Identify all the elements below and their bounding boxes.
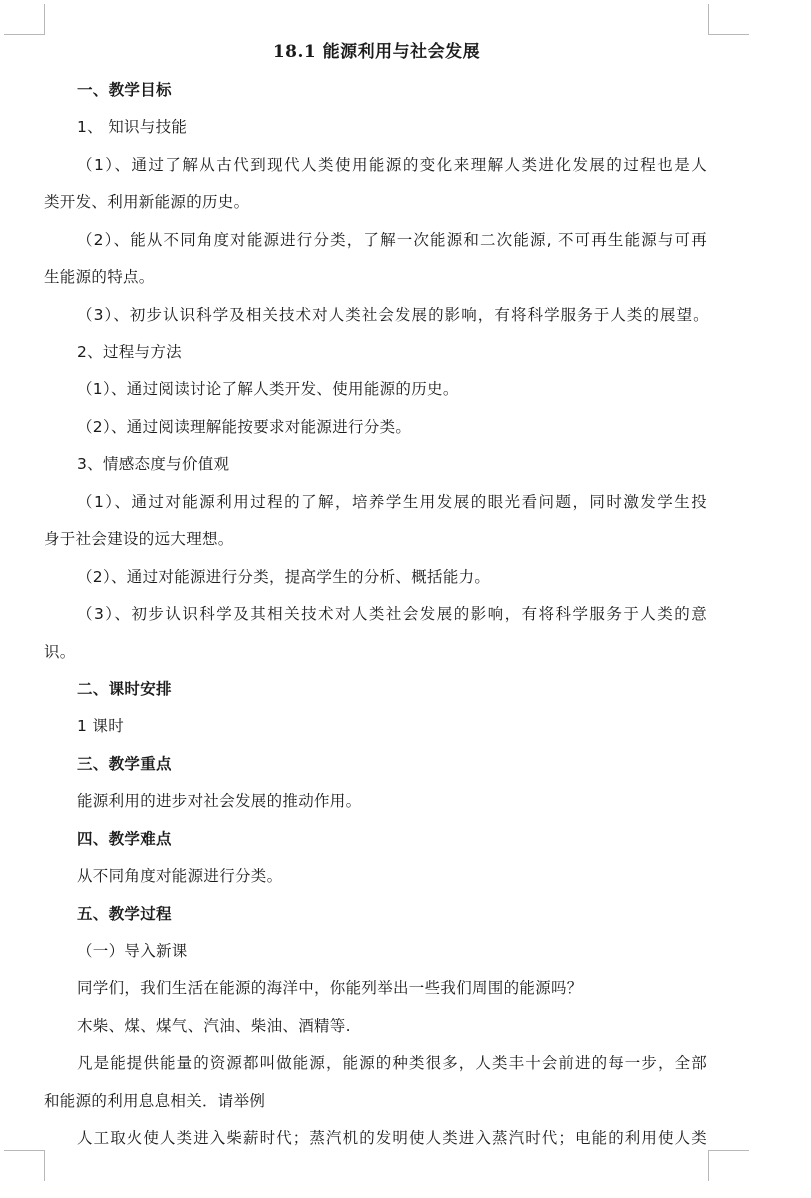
- crop-mark-bottom-left: [4, 1150, 45, 1181]
- subheading-attitude: 3、情感态度与价值观: [77, 455, 230, 473]
- paragraph-line: （3）、初步认识科学及其相关技术对人类社会发展的影响，有将科学服务于人类的意: [77, 605, 707, 623]
- section-heading-key-points: 三、教学重点: [77, 755, 172, 773]
- paragraph-line: 和能源的利用息息相关．请举例: [44, 1092, 266, 1110]
- paragraph-line: （2）、能从不同角度对能源进行分类，了解一次能源和二次能源, 不可再生能源与可再: [77, 231, 707, 249]
- subheading-knowledge: 1、 知识与技能: [77, 118, 188, 136]
- crop-mark-bottom-right: [708, 1150, 749, 1181]
- section-heading-teaching-process: 五、教学过程: [77, 905, 172, 923]
- paragraph-line: 生能源的特点。: [44, 268, 155, 286]
- subheading-introduction: （一）导入新课: [77, 942, 188, 960]
- paragraph-line: 身于社会建设的远大理想。: [44, 530, 234, 548]
- section-heading-schedule: 二、课时安排: [77, 680, 172, 698]
- paragraph-line: 同学们，我们生活在能源的海洋中，你能列举出一些我们周围的能源吗？: [77, 979, 583, 997]
- paragraph-line: （2）、通过阅读理解能按要求对能源进行分类。: [77, 418, 412, 436]
- paragraph-line: 人工取火使人类进入柴薪时代；蒸汽机的发明使人类进入蒸汽时代；电能的利用使人类: [77, 1129, 707, 1147]
- section-heading-objectives: 一、教学目标: [77, 81, 172, 99]
- paragraph-line: （2）、通过对能源进行分类，提高学生的分析、概括能力。: [77, 568, 491, 586]
- paragraph-line: （1）、通过阅读讨论了解人类开发、使用能源的历史。: [77, 380, 459, 398]
- paragraph-line: （1）、通过对能源利用过程的了解，培养学生用发展的眼光看问题，同时激发学生投: [77, 493, 707, 511]
- paragraph-line: 从不同角度对能源进行分类。: [77, 867, 283, 885]
- paragraph-line: 能源利用的进步对社会发展的推动作用。: [77, 792, 362, 810]
- paragraph-line: （3）、初步认识科学及相关技术对人类社会发展的影响，有将科学服务于人类的展望。: [77, 306, 709, 324]
- paragraph-line: 木柴、煤、煤气、汽油、柴油、酒精等.: [77, 1017, 351, 1035]
- paragraph-line: 1 课时: [77, 717, 124, 735]
- paragraph-line: 类开发、利用新能源的历史。: [44, 193, 250, 211]
- crop-mark-top-right: [708, 4, 749, 35]
- paragraph-line: 识。: [44, 643, 76, 661]
- page-title: 18.1 能源利用与社会发展: [272, 42, 481, 62]
- paragraph-line: （1）、通过了解从古代到现代人类使用能源的变化来理解人类进化发展的过程也是人: [77, 156, 707, 174]
- paragraph-line: 凡是能提供能量的资源都叫做能源，能源的种类很多，人类丰十会前进的每一步，全部: [77, 1054, 707, 1072]
- section-heading-difficulties: 四、教学难点: [77, 830, 172, 848]
- crop-mark-top-left: [4, 4, 45, 35]
- subheading-process: 2、过程与方法: [77, 343, 182, 361]
